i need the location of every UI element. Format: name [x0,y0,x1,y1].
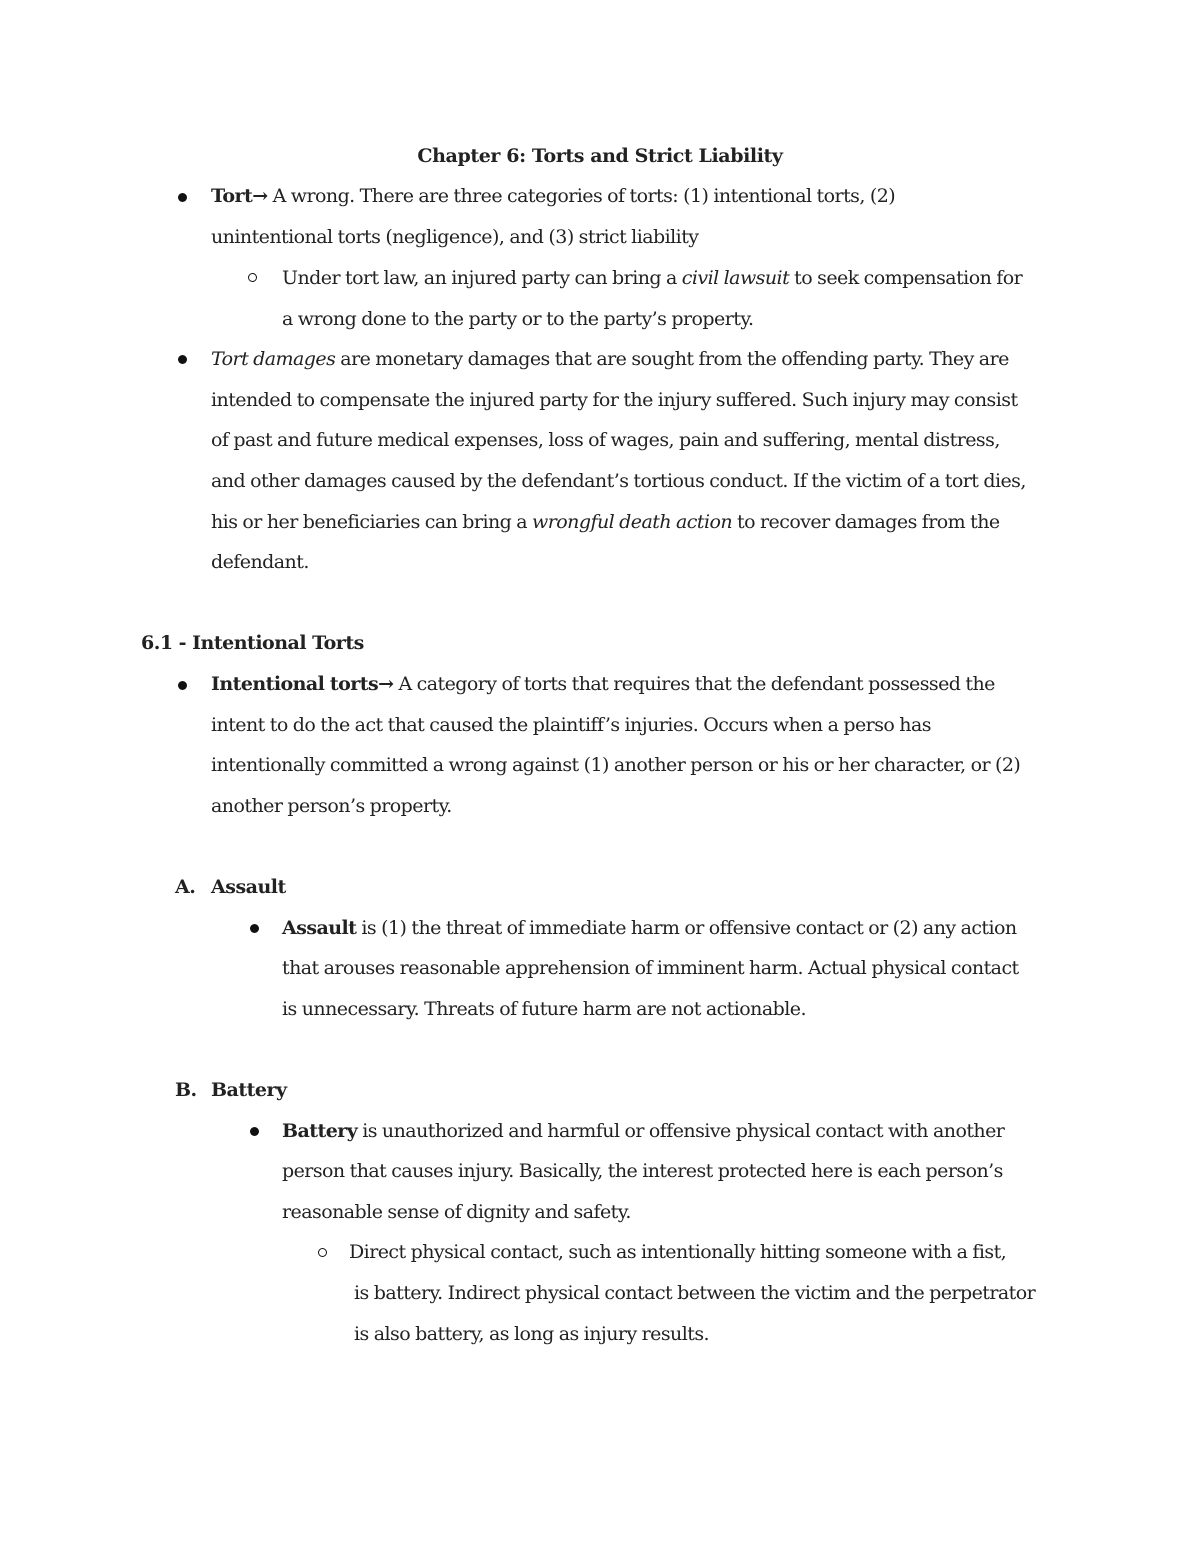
battery-sub-line-3: is also battery, as long as injury results. [354,1323,710,1345]
tort-damages-term: Tort damages [211,348,336,370]
intentional-line-3: intentionally committed a wrong against (1) another person or his or her character, or (2) [211,754,1021,776]
battery-line-3: reasonable sense of dignity and safety. [282,1201,631,1223]
battery-heading: Battery [211,1079,287,1101]
tort-sub-line-1 [282,258,1022,298]
battery-sub-line-1: Direct physical contact, such as intentionally hitting someone with a fist, [349,1241,1007,1263]
damages-line-3: of past and future medical expenses, loss of wages, pain and suffering, mental distress, [211,429,1000,451]
battery-term: Battery [282,1120,358,1142]
tort-text-1: A wrong. There are three categories of torts: (1) intentional torts, (2) [267,185,896,207]
assault-text-1: is (1) the threat of immediate harm or offensive contact or (2) any action [356,917,1017,939]
assault-line-2: that arouses reasonable apprehension of imminent harm. Actual physical contact [282,957,1019,979]
assault-marker: A. [175,876,196,898]
assault-line-3: is unnecessary. Threats of future harm are not actionable. [282,998,806,1020]
battery-sub-line-2: is battery. Indirect physical contact between the victim and the perpetrator [354,1282,1036,1304]
damages-line-2: intended to compensate the injured party for the injury suffered. Such injury may consist [211,389,1018,411]
battery-marker: B. [175,1079,197,1101]
battery-line-1 [282,1111,1004,1151]
intentional-text-1: A category of torts that requires that the defendant possessed the [393,673,995,695]
bullet-icon [250,924,259,933]
civil-lawsuit-term: civil lawsuit [681,267,790,289]
battery-text-1: is unauthorized and harmful or offensive physical contact with another [357,1120,1005,1142]
damages-line-6: defendant. [211,551,309,573]
hollow-bullet-icon [318,1248,327,1257]
assault-term: Assault [282,917,357,939]
tort-sub-text-post: to seek compensation for [789,267,1023,289]
assault-line-1 [282,908,1017,948]
damages-line-1 [211,339,1009,379]
bullet-icon [178,193,187,202]
damages-text-5-pre: his or her beneficiaries can bring a [211,511,533,533]
tort-line-2: unintentional torts (negligence), and (3) strict liability [211,226,699,248]
intentional-torts-term: Intentional torts→ [211,673,394,695]
bullet-icon [178,681,187,690]
assault-heading: Assault [211,876,286,898]
wrongful-death-term: wrongful death action [532,511,733,533]
section-heading-6-1: 6.1 - Intentional Torts [141,632,364,654]
damages-text-5-post: to recover damages from the [732,511,1000,533]
tort-sub-text-pre: Under tort law, an injured party can bring a [282,267,682,289]
tort-sub-line-2: a wrong done to the party or to the party’s property. [282,308,754,330]
tort-line-1 [211,176,895,216]
intentional-line-2: intent to do the act that caused the plaintiff’s injuries. Occurs when a perso has [211,714,931,736]
intentional-line-4: another person’s property. [211,795,452,817]
battery-line-2: person that causes injury. Basically, the interest protected here is each person’s [282,1160,1003,1182]
page-title: Chapter 6: Torts and Strict Liability [417,145,783,167]
tort-term: Tort→ [211,185,268,207]
damages-line-5 [211,502,1000,542]
hollow-bullet-icon [248,273,257,282]
damages-line-4: and other damages caused by the defendant’s tortious conduct. If the victim of a tort dies, [211,470,1026,492]
bullet-icon [178,355,187,364]
bullet-icon [250,1127,259,1136]
damages-text-1: are monetary damages that are sought from the offending party. They are [335,348,1009,370]
intentional-line-1 [211,664,995,704]
